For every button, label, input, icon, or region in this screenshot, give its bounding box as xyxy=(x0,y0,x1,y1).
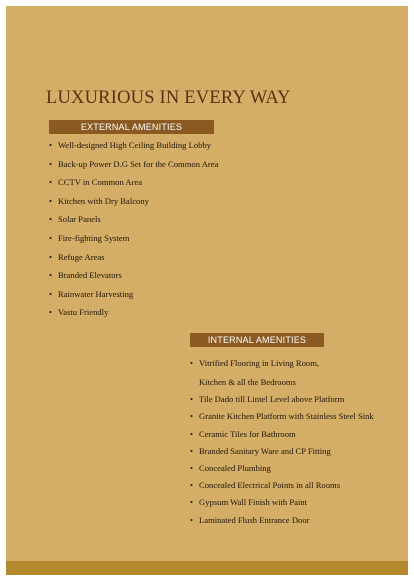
list-item xyxy=(190,358,374,388)
list-item-text: Back-up Power D.G Set for the Common Area xyxy=(58,158,219,169)
list-item xyxy=(190,463,374,474)
bullet-icon: • xyxy=(190,445,194,456)
list-item xyxy=(49,140,218,159)
list-item-text: Branded Elevators xyxy=(58,270,122,281)
list-item xyxy=(49,252,218,271)
list-item xyxy=(49,177,218,196)
bullet-icon: • xyxy=(49,214,53,225)
brochure-page xyxy=(6,6,408,575)
bullet-icon: • xyxy=(49,232,53,243)
list-item xyxy=(49,214,218,233)
list-item-text: Concealed Electrical Points in all Rooms xyxy=(199,480,341,491)
bullet-icon: • xyxy=(49,195,53,206)
external-amenities-heading: EXTERNAL AMENITIES xyxy=(49,120,214,134)
bullet-icon: • xyxy=(190,428,194,439)
list-item-text: Branded Sanitary Ware and CP Fitting xyxy=(199,445,331,456)
list-item xyxy=(49,196,218,215)
bullet-icon: • xyxy=(190,358,194,368)
list-item-text: Granite Kitchen Platform with Stainless Steel Sink xyxy=(199,411,374,422)
bullet-icon: • xyxy=(190,394,194,405)
list-item-text: Well-designed High Ceiling Building Lobby xyxy=(58,140,212,150)
bullet-icon: • xyxy=(49,158,53,169)
list-item xyxy=(190,429,374,440)
list-item-text: Refuge Areas xyxy=(58,251,105,262)
list-item-text: Fire-fighting System xyxy=(58,232,130,243)
list-item-text: Tile Dado till Lintel Level above Platform xyxy=(199,394,345,405)
bullet-icon: • xyxy=(190,480,194,491)
list-item-text: Vastu Friendly xyxy=(58,307,109,318)
list-item-text: CCTV in Common Area xyxy=(58,177,143,188)
bullet-icon: • xyxy=(49,307,53,318)
bullet-icon: • xyxy=(49,288,53,299)
bullet-icon: • xyxy=(49,270,53,281)
external-amenities-list xyxy=(49,140,218,326)
bullet-icon: • xyxy=(190,411,194,422)
list-item xyxy=(190,497,374,508)
list-item-text: Gypsum Wall Finish with Paint xyxy=(199,497,308,508)
list-item xyxy=(190,411,374,422)
list-item xyxy=(49,159,218,178)
internal-amenities-list xyxy=(190,358,374,532)
list-item xyxy=(49,233,218,252)
list-item-continuation: Kitchen & all the Bedrooms xyxy=(199,377,296,387)
list-item xyxy=(190,446,374,457)
bullet-icon: • xyxy=(190,497,194,508)
bullet-icon: • xyxy=(49,140,53,150)
list-item xyxy=(190,515,374,526)
list-item xyxy=(190,480,374,491)
page-title: LUXURIOUS IN EVERY WAY xyxy=(46,88,291,108)
list-item xyxy=(190,394,374,405)
internal-amenities-heading: INTERNAL AMENITIES xyxy=(190,333,324,347)
list-item-text: Vitrified Flooring in Living Room, xyxy=(199,358,320,368)
list-item-text: Ceramic Tiles for Bathroom xyxy=(199,428,296,439)
bullet-icon: • xyxy=(49,177,53,188)
list-item-text: Kitchen with Dry Balcony xyxy=(58,195,149,206)
list-item xyxy=(49,270,218,289)
list-item xyxy=(49,307,218,326)
bottom-band xyxy=(6,561,408,575)
bullet-icon: • xyxy=(190,462,194,473)
bullet-icon: • xyxy=(49,251,53,262)
list-item-text: Laminated Flush Entrance Door xyxy=(199,514,310,525)
list-item-text: Solar Panels xyxy=(58,214,101,225)
bullet-icon: • xyxy=(190,514,194,525)
list-item xyxy=(49,289,218,308)
list-item-text: Concealed Plumbing xyxy=(199,462,271,473)
list-item-text: Rainwater Harvesting xyxy=(58,288,134,299)
